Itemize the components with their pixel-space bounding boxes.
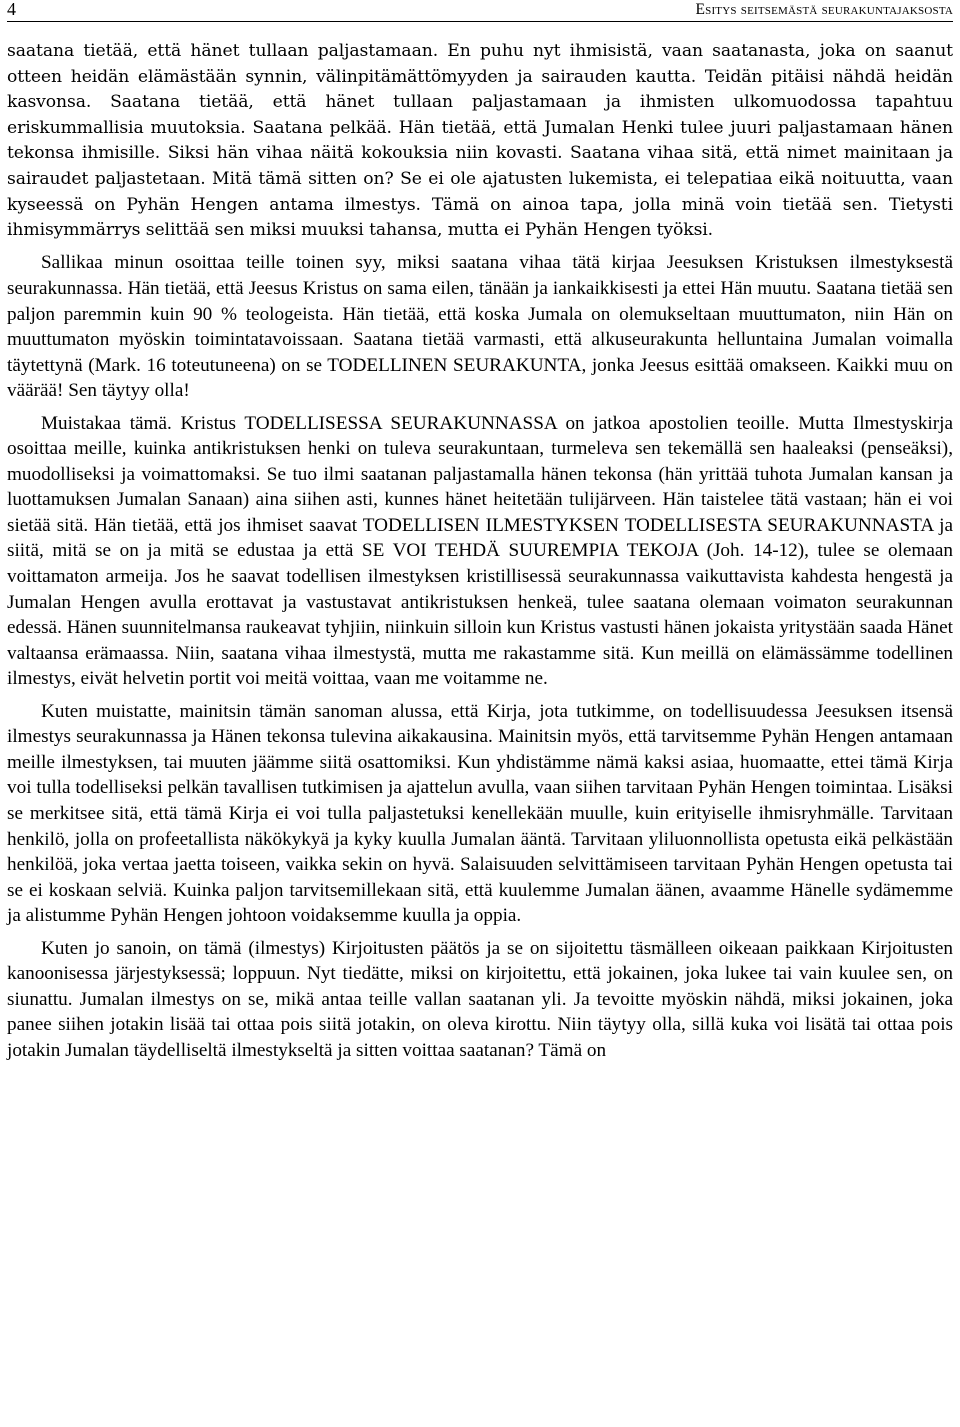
- paragraph-1: saatana tietää, että hänet tullaan paljastamaan. En puhu nyt ihmisistä, vaan saatanasta, joka on saanut otteen heidän elämästään synnin, välinpitämättömyyden ja sairauden kautta. Teidän pitäisi nähdä heidän kasvonsa. Saatana tietää, että hänet tullaan paljastamaan ja ihmisten ulkomuodossa tapahtuu eriskummallisia muutoksia. Saatana pelkää. Hän tietää, että Jumalan Henki tulee juuri paljastamaan hänen tekonsa ihmisille. Siksi hän vihaa näitä kokouksia niin kovasti. Saatana vihaa sitä, että nimet mainitaan ja sairaudet paljastetaan. Mitä tämä sitten on? Se ei ole ajatusten lukemista, ei telepatiaa eikä noituutta, vaan kyseessä on Pyhän Hengen antama ilmestys. Tämä on ainoa tapa, jolla minä voin tietää sen. Tietysti ihmisymmärrys selittää sen miksi muuksi tahansa, mutta ei Pyhän Hengen työksi.: [7, 41, 953, 241]
- paragraph-3: Muistakaa tämä. Kristus TODELLISESSA SEURAKUNNASSA on jatkoa apostolien teoille. Mutta Ilmestyskirja osoittaa meille, kuinka antikristuksen henki on tuleva seurakuntaan, turmeleva sen tekemällä sen haaleaksi (penseäksi), muodolliseksi ja voimattomaksi. Se tuo ilmi saatanan paljastamalla hänen tekonsa (hän yrittää tuhota Jumalan kansan ja luottamuksen Jumalan Sanaan) aina siihen asti, kunnes hänet heitetään tulijärveen. Hän taistelee tätä vastaan; hän ei voi sietää sitä. Hän tietää, että jos ihmiset saavat TODELLISEN ILMESTYKSEN TODELLISESTA SEURAKUNNASTA ja siitä, mitä se on ja mitä se edustaa ja että SE VOI TEHDÄ SUUREMPIA TEKOJA (Joh. 14-12), tulee se olemaan voittamaton armeija. Jos he saavat todellisen ilmestyksen kristillisessä seurakunnassa vaikuttavista kahdesta hengestä ja Jumalan Hengen avulla erottavat ja vastustavat antikristuksen henkeä, tulee saatana olemaan voimaton seurakunnan edessä. Hänen suunnitelmansa raukeavat tyhjiin, niinkuin silloin kun Kristus vastusti hänen jokaista yritystään saada Hänet valtaansa erämaassa. Niin, saatana vihaa ilmestystä, mutta me rakastamme sitä. Kun meillä on elämässämme todellinen ilmestys, eivät helvetin portit voi meitä voittaa, vaan me voitamme ne.: [7, 412, 953, 690]
- page-number: 4: [7, 0, 16, 19]
- paragraph-5: Kuten jo sanoin, on tämä (ilmestys) Kirjoitusten päätös ja se on sijoitettu täsmälleen oikeaan paikkaan Kirjoitusten kanoonisessa järjestyksessä; loppuun. Nyt tiedätte, miksi on kirjoitettu, että jokainen, joka lukee tai vain kuulee sen, on siunattu. Jumalan ilmestys on se, mikä antaa teille vallan saatanan yli. Ja tevoitte myöskin nähdä, miksi jokainen, joka panee siihen jotakin lisää tai ottaa pois siitä jotakin, on oleva kirottu. Niin täytyy olla, sillä kuka voi lisätä tai ottaa pois jotakin Jumalan täydelliseltä ilmestykseltä ja sitten voittaa saatanan? Tämä on: [7, 937, 953, 1061]
- body-text: [7, 39, 953, 1064]
- paragraph-4: Kuten muistatte, mainitsin tämän sanoman alussa, että Kirja, jota tutkimme, on todellisuudessa Jeesuksen itsensä ilmestys seurakunnassa ja Hänen tekonsa tulevina aikakausina. Mainitsin myös, että tarvitsemme Pyhän Hengen antamaan meille ilmestyksen, tai muuten jäämme siitä osattomiksi. Kun yhdistämme nämä kaksi asiaa, huomaatte, ettei tämä Kirja voi tulla todelliseksi pelkän tavallisen tutkimisen ja ajattelun avulla, vaan siihen tarvitaan Pyhän Hengen toimintaa. Lisäksi se merkitsee sitä, että tämä Kirja ei voi tulla paljastetuksi kenellekään muulle, kuin erityiselle ihmisryhmälle. Tarvitaan henkilö, jolla on profeetallista näkökykyä ja kyky kuulla Jumalan ääntä. Tarvitaan yliluonnollista opetusta eikä pelkästään henkilöä, joka vertaa jaetta toiseen, vaikka sekin on hyvä. Salaisuuden selvittämiseen tarvitaan Pyhän Hengen opetusta tai se ei koskaan selviä. Kuinka paljon tarvitsemillekaan sitä, että kuulemme Jumalan äänen, avaamme Hänelle sydämemme ja alistumme Pyhän Hengen johtoon voidaksemme kuulla ja oppia.: [7, 700, 953, 927]
- running-title: Esitys seitsemästä seurakuntajaksosta: [695, 1, 953, 18]
- paragraph-2: Sallikaa minun osoittaa teille toinen syy, miksi saatana vihaa tätä kirjaa Jeesuksen Kristuksen ilmestyksestä seurakunnassa. Hän tietää, että Jeesus Kristus on sama eilen, tänään ja iankaikkisesti ja ettei Hän muutu. Saatana tietää sen paljon paremmin kuin 90 % teologeista. Hän tietää, että koska Jumala on olemukseltaan muuttumaton, niin Hän on muuttumaton myöskin toimintatavoissaan. Saatana tietää varmasti, että alkuseurakunta helluntaina Jumalan voimalla täytettynä (Mark. 16 toteutuneena) on se TODELLINEN SEURAKUNTA, jonka Jeesus esittää omakseen. Kaikki muu on väärää! Sen täytyy olla!: [7, 252, 953, 402]
- running-header: [7, 0, 953, 22]
